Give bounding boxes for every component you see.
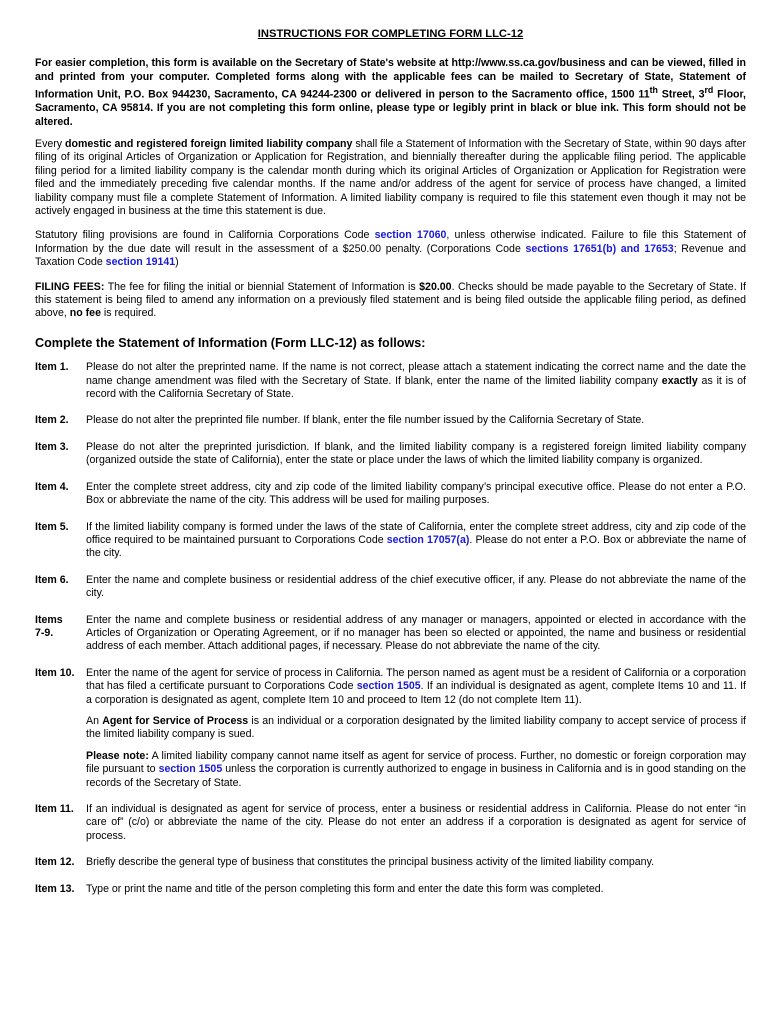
item-5-label: Item 5. bbox=[35, 520, 69, 533]
item-12-text: Briefly describe the general type of business that constitutes the principal business activity of the limited liability company. bbox=[86, 856, 655, 869]
filing-fees-label: FILING FEES: bbox=[35, 280, 105, 293]
statutory-text-3: ; Revenue and Taxation Code bbox=[35, 242, 747, 269]
statutory-paragraph bbox=[35, 229, 746, 269]
section-1505-link-2[interactable]: section 1505 bbox=[158, 763, 223, 776]
intro-sup-rd: rd bbox=[704, 85, 714, 96]
item-3-text: Please do not alter the preprinted jurisdiction. If blank, and the limited liability company is a registered foreign limited liability company (organized outside the state of California), enter the state or place under the laws of which the limited liability company is organized. bbox=[86, 440, 746, 467]
items-7-9-label bbox=[35, 614, 86, 654]
filing-fees-paragraph bbox=[35, 281, 746, 321]
item-1-body bbox=[86, 361, 746, 401]
statutory-text-2: , unless otherwise indicated. Failure to file this Statement of Information by the due date will result in the assessment of a $250.00 penalty. (Corporations Code bbox=[35, 229, 746, 255]
no-fee-text: no fee bbox=[69, 307, 101, 320]
item-1-text-2: as it is of record with the California Secretary of State. bbox=[86, 374, 746, 401]
item-10-text-1: Enter the name of the agent for service of process in California. The person named as agent must be a resident of California or a corporation that has filed a certificate pursuant to Corporations Code bbox=[86, 666, 746, 693]
statutory-text-4: ) bbox=[175, 256, 179, 269]
section-1505-link[interactable]: section 1505 bbox=[356, 680, 421, 693]
item-3 bbox=[35, 441, 746, 468]
items-7-9-body bbox=[86, 614, 746, 654]
item-4-text: Enter the complete street address, city and zip code of the limited liability company’s principal executive office. Please do not enter a P.O. Box or abbreviate the name of the city. This address will be used for mailing purposes. bbox=[86, 480, 746, 507]
item-5-text-1: If the limited liability company is formed under the laws of the state of California, enter the complete street address, city and zip code of the office required to be maintained pursuant to Corporations Code bbox=[86, 520, 746, 546]
item-13-text: Type or print the name and title of the person completing this form and enter the date this form was completed. bbox=[86, 882, 604, 895]
item-1 bbox=[35, 361, 746, 401]
item-10 bbox=[35, 667, 746, 790]
item-10-p3-text-1: A limited liability company cannot name itself as agent for service of process. Further, no domestic or foreign corporation may file pursuant to bbox=[86, 749, 746, 776]
intro-text-1: For easier completion, this form is available on the Secretary of State's website at http://www.ss.ca.gov/business and can be viewed, filled in and printed from your computer. Completed forms along with the applicable fees can be mailed to Secretary of State, Statement of Information Unit, P.O. Box 944230, Sacramento, CA 94244-2300 or delivered in person to the Sacramento office, 1500 11 bbox=[35, 57, 746, 101]
item-10-paragraph-1 bbox=[86, 667, 746, 707]
item-10-paragraph-3 bbox=[86, 750, 746, 790]
item-1-text-1: Please do not alter the preprinted name. If the name is not correct, please attach a statement indicating the correct name and the date the name change amendment was filed with the Secretary of State. If blank, enter the name of the limited liability company bbox=[86, 361, 746, 387]
item-3-label: Item 3. bbox=[35, 440, 69, 453]
every-text-2: shall file a Statement of Information with the Secretary of State, within 90 days after filing of its original Articles of Organization or Application for Registration, and biennially thereafter during the applicable filing period. The applicable filing period for a limited liability company is the calendar month during which its original Articles of Organization or Application for Registration were filed and the immediately preceding five calendar months. If the name and/or address of the agent for service of process have changed, a limited liability company must file a complete Statement of Information. A limited liability company is required to file this statement even though it may not be actively engaged in business at the time this statement is due. bbox=[35, 137, 746, 217]
items-7-9-label-line1: Items bbox=[35, 613, 63, 626]
fee-amount: $20.00 bbox=[419, 280, 452, 293]
item-11 bbox=[35, 803, 746, 843]
item-5-body bbox=[86, 521, 746, 561]
item-10-p2-text-1: An bbox=[86, 714, 103, 727]
item-4-body bbox=[86, 481, 746, 508]
item-11-body bbox=[86, 803, 746, 843]
agent-definition-bold: Agent for Service of Process bbox=[102, 714, 249, 727]
item-2-label: Item 2. bbox=[35, 414, 69, 427]
item-3-body bbox=[86, 441, 746, 468]
item-10-body bbox=[86, 667, 746, 790]
item-11-text: If an individual is designated as agent for service of process, enter a business or residential address in California. Please do not enter “in care of” (c/o) or abbreviate the name of the city. Please do not enter an address if a corporation is designated as agent for service of process. bbox=[86, 803, 746, 842]
fees-text-1: The fee for filing the initial or biennial Statement of Information is bbox=[104, 280, 420, 293]
section-heading: Complete the Statement of Information (Form LLC-12) as follows: bbox=[35, 335, 426, 350]
item-2 bbox=[35, 414, 746, 427]
fees-text-3: is required. bbox=[100, 307, 157, 320]
item-2-body bbox=[86, 414, 746, 427]
item-10-label: Item 10. bbox=[35, 666, 75, 679]
item-10-p3-text-2: unless the corporation is currently authorized to engage in business in California and is in good standing on the records of the Secretary of State. bbox=[86, 763, 747, 789]
items-7-9-label-line2: 7-9. bbox=[35, 626, 54, 639]
item-4-label: Item 4. bbox=[35, 480, 69, 493]
item-12-body bbox=[86, 856, 746, 869]
item-5 bbox=[35, 521, 746, 561]
item-2-text: Please do not alter the preprinted file number. If blank, enter the file number issued by the California Secretary of State. bbox=[86, 414, 645, 427]
item-1-bold: exactly bbox=[661, 374, 698, 387]
section-17057a-link[interactable]: section 17057(a) bbox=[386, 533, 470, 546]
intro-paragraph bbox=[35, 57, 746, 129]
intro-text-3: Floor, Sacramento, CA 95814. If you are not completing this form online, please type or legibly print in black or blue ink. This form should not be altered. bbox=[35, 88, 747, 128]
section-19141-link[interactable]: section 19141 bbox=[105, 256, 176, 269]
item-6 bbox=[35, 574, 746, 601]
item-13-body bbox=[86, 883, 746, 896]
intro-text-2: Street, 3 bbox=[657, 88, 705, 101]
every-bold: domestic and registered foreign limited liability company bbox=[65, 137, 353, 150]
please-note-label: Please note: bbox=[86, 749, 149, 762]
item-10-text-2: . If an individual is designated as agent, complete Items 10 and 11. If a corporation is designated as agent, complete Item 10 and proceed to Item 12 (do not complete Item 11). bbox=[86, 680, 746, 706]
item-11-label: Item 11. bbox=[35, 803, 74, 815]
item-4 bbox=[35, 481, 746, 508]
section-17060-link[interactable]: section 17060 bbox=[374, 229, 447, 242]
item-12 bbox=[35, 856, 746, 869]
item-10-p2-text-2: is an individual or a corporation designated by the limited liability company to accept service of process if the limited liability company is sued. bbox=[86, 714, 746, 741]
statutory-text-1: Statutory filing provisions are found in California Corporations Code bbox=[35, 229, 375, 242]
item-5-text-2: . Please do not enter a P.O. Box or abbreviate the name of the city. bbox=[86, 533, 746, 560]
items-7-9 bbox=[35, 614, 746, 654]
item-13-label: Item 13. bbox=[35, 882, 75, 895]
item-6-label: Item 6. bbox=[35, 573, 69, 586]
every-text-1: Every bbox=[35, 137, 66, 150]
item-13 bbox=[35, 883, 746, 896]
item-6-text: Enter the name and complete business or residential address of the chief executive officer, if any. Please do not abbreviate the name of the city. bbox=[86, 573, 746, 600]
item-12-label: Item 12. bbox=[35, 856, 75, 869]
item-10-paragraph-2 bbox=[86, 715, 746, 742]
fees-text-2: . Checks should be made payable to the Secretary of State. If this statement is being filed to amend any information on a previously filed statement and is being filed outside the applicable filing period, as defined above, bbox=[35, 280, 747, 320]
intro-sup-th: th bbox=[649, 85, 658, 96]
page-title: INSTRUCTIONS FOR COMPLETING FORM LLC-12 bbox=[257, 28, 524, 40]
item-1-label: Item 1. bbox=[35, 361, 69, 374]
sections-17651-17653-link[interactable]: sections 17651(b) and 17653 bbox=[525, 242, 674, 255]
items-7-9-text: Enter the name and complete business or residential address of any manager or managers, appointed or elected in accordance with the Articles of Organization or Operating Agreement, or if no manager has been so elected or appointed, the name and business or residential address of each member. Attach additional pages, if necessary. Please do not abbreviate the name of the city. bbox=[86, 613, 746, 653]
item-6-body bbox=[86, 574, 746, 601]
filing-requirement-paragraph bbox=[35, 138, 746, 218]
